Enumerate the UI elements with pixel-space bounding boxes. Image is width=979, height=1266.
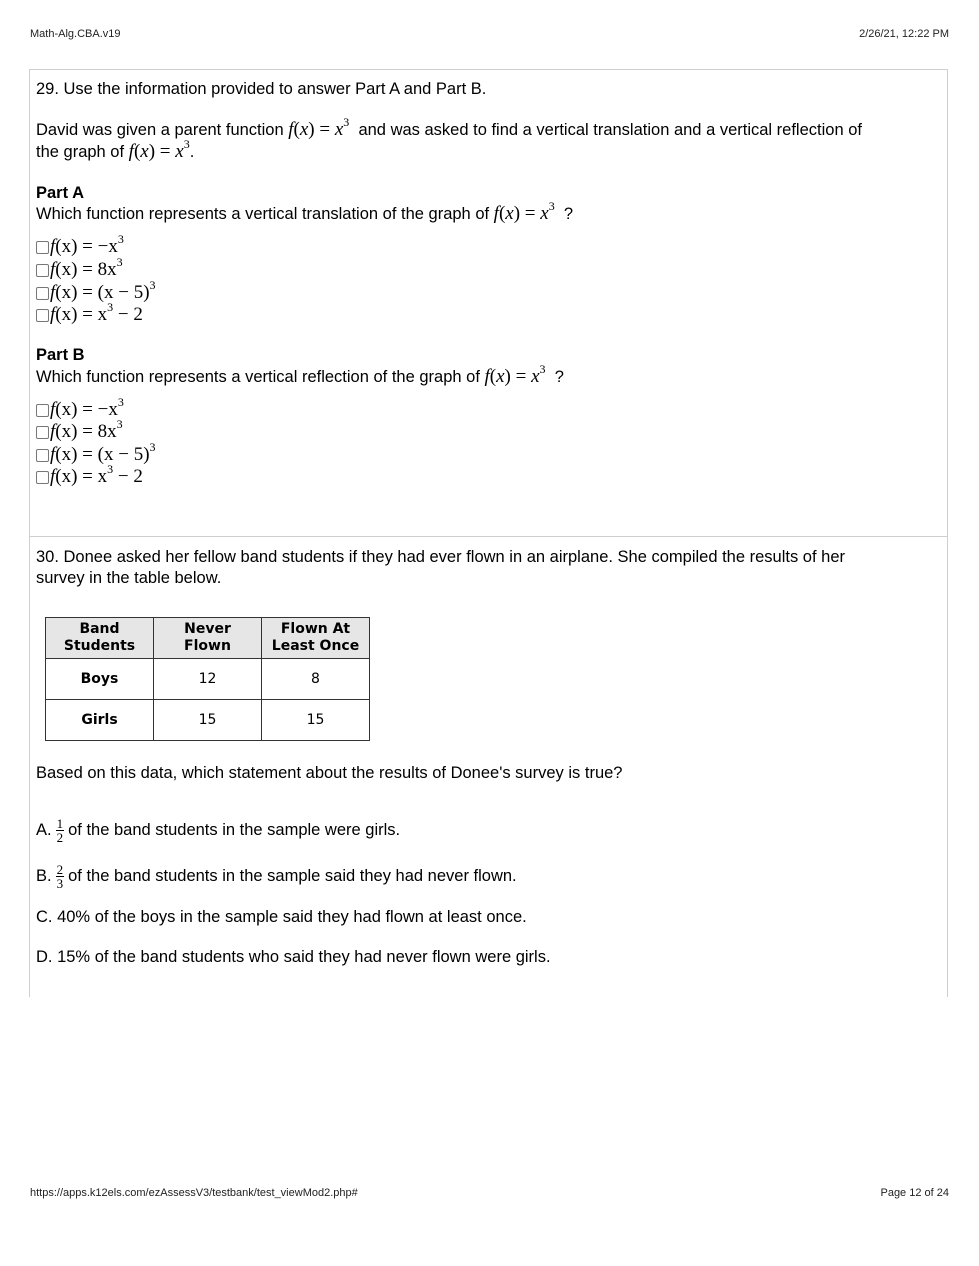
q30-choice-b[interactable]: B. $\frac{2}{3}$ of the band students in the sample said they had never flown. xyxy=(36,862,517,891)
fraction: $\frac{2}{3}$ xyxy=(56,862,64,891)
q30-choice-d[interactable]: D. 15% of the band students who said they had never flown were girls. xyxy=(36,948,551,966)
q29-stem-a: David was given a parent function xyxy=(36,121,284,139)
q29-stem-line1 xyxy=(36,115,862,141)
q29-intro: 29. Use the information provided to answer Part A and Part B. xyxy=(36,80,487,98)
checkbox[interactable] xyxy=(36,264,49,277)
footer-url: https://apps.k12els.com/ezAssessV3/testbank/test_viewMod2.php# xyxy=(30,1187,358,1199)
q29-part-b-heading: Part B xyxy=(36,346,85,364)
table-cell: 15 xyxy=(154,700,262,741)
q29-a-option-3[interactable]: $f(x) = (x - 5)^3$ xyxy=(36,282,156,304)
table-header-row xyxy=(46,618,370,659)
checkbox[interactable] xyxy=(36,404,49,417)
math-f-x-equals-x-cubed: $f(x) = x^3$ xyxy=(493,199,555,224)
table-header: Flown At Least Once xyxy=(262,618,370,659)
survey-table xyxy=(45,617,370,741)
q29-a-option-1[interactable]: $f(x) = -x^3$ xyxy=(36,236,124,258)
q29-part-a-heading: Part A xyxy=(36,184,84,202)
checkbox[interactable] xyxy=(36,309,49,322)
table-header: Never Flown xyxy=(154,618,262,659)
q30-question: Based on this data, which statement about the results of Donee's survey is true? xyxy=(36,764,623,782)
table-cell: 12 xyxy=(154,659,262,700)
q29-b-option-1[interactable]: $f(x) = -x^3$ xyxy=(36,399,124,421)
q30-choice-c[interactable]: C. 40% of the boys in the sample said they had flown at least once. xyxy=(36,908,527,926)
checkbox[interactable] xyxy=(36,471,49,484)
question-29 xyxy=(29,69,948,537)
checkbox[interactable] xyxy=(36,426,49,439)
q30-choice-a[interactable]: A. $\frac{1}{2}$ of the band students in the sample were girls. xyxy=(36,816,401,845)
footer-page-number: Page 12 of 24 xyxy=(880,1187,949,1199)
table-row xyxy=(46,700,370,741)
question-30 xyxy=(29,537,948,997)
checkbox[interactable] xyxy=(36,241,49,254)
table-header: Band Students xyxy=(46,618,154,659)
math-f-x-equals-x-cubed: $f(x) = x^3$ xyxy=(128,137,190,162)
q29-b-option-3[interactable]: $f(x) = (x - 5)^3$ xyxy=(36,444,156,466)
q29-a-option-4[interactable]: $f(x) = x^3 - 2$ xyxy=(36,304,143,326)
table-cell: 15 xyxy=(262,700,370,741)
table-row xyxy=(46,659,370,700)
table-cell: 8 xyxy=(262,659,370,700)
q29-stem-b: and was asked to find a vertical translation and a vertical reflection of xyxy=(358,121,862,139)
q29-stem-c: the graph of xyxy=(36,143,125,161)
header-doc-title: Math-Alg.CBA.v19 xyxy=(30,28,121,40)
q29-part-b-question: Which function represents a vertical reflection of the graph of $f(x) = x^3$ ? xyxy=(36,362,564,387)
table-cell: Girls xyxy=(46,700,154,741)
q30-stem-line2: survey in the table below. xyxy=(36,569,222,587)
header-timestamp: 2/26/21, 12:22 PM xyxy=(859,28,949,40)
q29-a-option-2[interactable]: $f(x) = 8x^3$ xyxy=(36,259,123,281)
q29-b-option-2[interactable]: $f(x) = 8x^3$ xyxy=(36,421,123,443)
checkbox[interactable] xyxy=(36,287,49,300)
math-f-x-equals-x-cubed: $f(x) = x^3$ xyxy=(288,115,350,140)
q29-part-a-question: Which function represents a vertical translation of the graph of $f(x) = x^3$ ? xyxy=(36,199,574,224)
checkbox[interactable] xyxy=(36,449,49,462)
math-f-x-equals-x-cubed: $f(x) = x^3$ xyxy=(484,362,546,387)
fraction: $\frac{1}{2}$ xyxy=(56,816,64,845)
q29-stem-line2: the graph of $f(x) = x^3$. xyxy=(36,137,195,162)
q30-stem-line1: 30. Donee asked her fellow band students if they had ever flown in an airplane. She compiled the results of her xyxy=(36,548,845,566)
table-cell: Boys xyxy=(46,659,154,700)
q29-b-option-4[interactable]: $f(x) = x^3 - 2$ xyxy=(36,466,143,488)
